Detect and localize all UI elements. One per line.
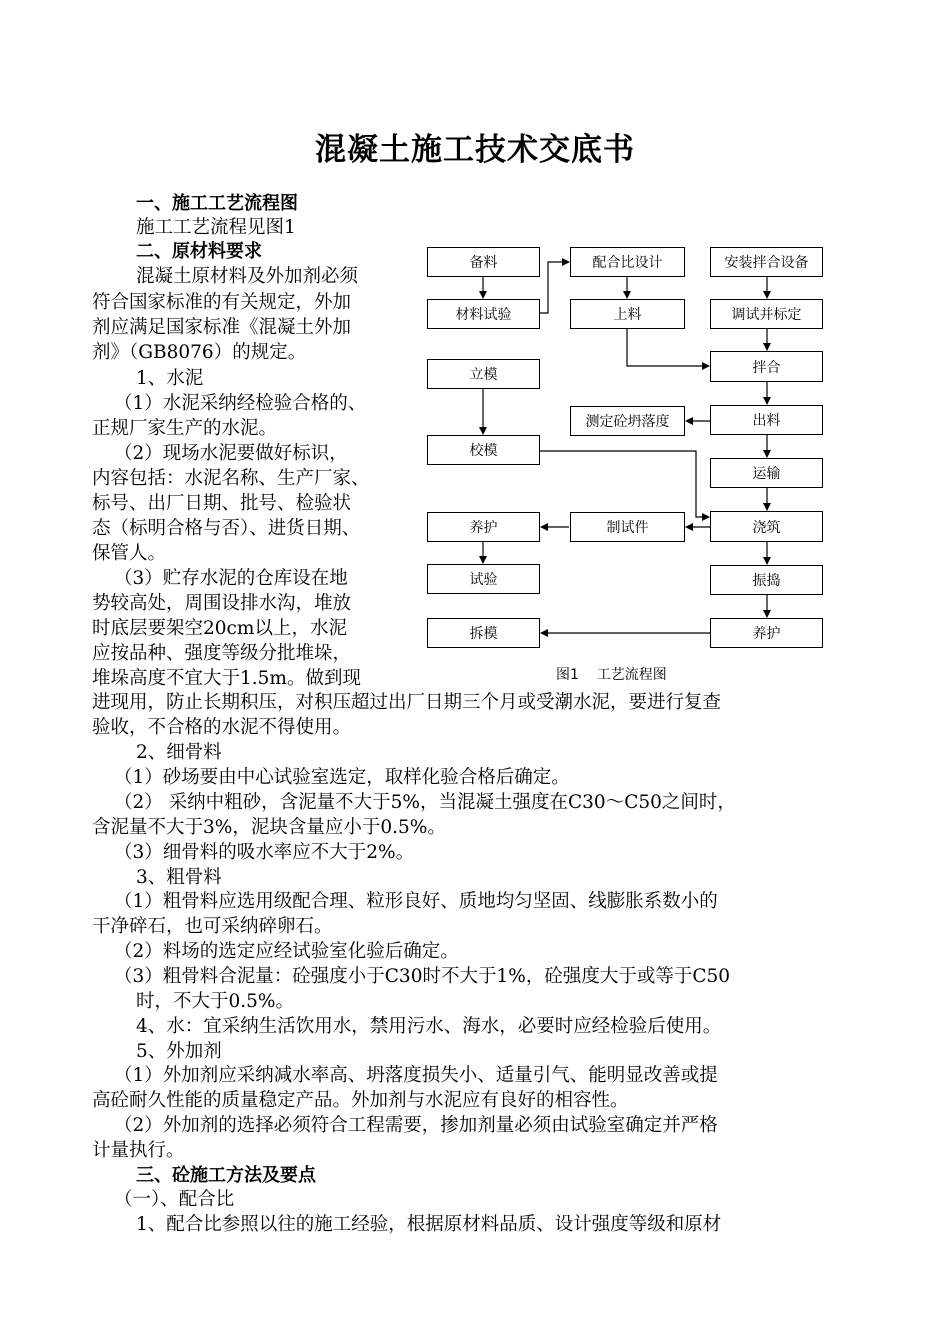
text-line: 高砼耐久性能的质量稳定产品。外加剂与水泥应有良好的相容性。 bbox=[92, 1090, 629, 1111]
flow-box-cailiao: 材料试验 bbox=[427, 299, 540, 329]
text-line: 施工工艺流程见图1 bbox=[136, 217, 296, 238]
text-line: （2）料场的选定应经试验室化验后确定。 bbox=[114, 941, 459, 962]
flow-box-jiaozhu: 浇筑 bbox=[710, 511, 823, 542]
text-line: 应按品种、强度等级分批堆垛， bbox=[92, 643, 352, 664]
text-line: 标号、出厂日期、批号、检验状 bbox=[92, 493, 352, 514]
text-line: 符合国家标准的有关规定，外加 bbox=[92, 292, 352, 313]
text-line: （3）贮存水泥的仓库设在地 bbox=[114, 568, 348, 589]
flow-box-shiyan: 试验 bbox=[427, 564, 540, 594]
text-line: 时底层要架空20cm以上，水泥 bbox=[92, 618, 347, 639]
section-heading-2: 二、原材料要求 bbox=[136, 241, 262, 262]
text-line: 计量执行。 bbox=[92, 1140, 185, 1161]
text-line: 干净碎石，也可采纳碎卵石。 bbox=[92, 916, 333, 937]
flow-box-limo: 立模 bbox=[427, 359, 540, 389]
text-line: 验收，不合格的水泥不得使用。 bbox=[92, 717, 352, 738]
text-line: （1）外加剂应采纳减水率高、坍落度损失小、适量引气、能明显改善或提 bbox=[114, 1065, 718, 1086]
text-line: 剂应满足国家标准《混凝土外加 bbox=[92, 317, 352, 338]
subheading: 3、粗骨料 bbox=[136, 867, 222, 888]
flow-box-yanghu-1: 养护 bbox=[427, 512, 540, 542]
flow-box-chuliao: 出料 bbox=[710, 405, 823, 435]
flow-box-cedingtan: 测定砼坍落度 bbox=[570, 406, 685, 436]
flow-box-chaimo: 拆模 bbox=[427, 618, 540, 648]
subheading: 1、水泥 bbox=[136, 368, 204, 389]
flow-box-anzhuang: 安装拌合设备 bbox=[710, 247, 823, 277]
flow-box-yanghu-2: 养护 bbox=[710, 618, 823, 648]
flow-box-beiliao: 备料 bbox=[427, 247, 540, 277]
page-title: 混凝土施工技术交底书 bbox=[315, 132, 635, 168]
text-line: 态（标明合格与否）、进货日期、 bbox=[92, 518, 361, 539]
flow-box-peihebi: 配合比设计 bbox=[570, 247, 685, 277]
text-line: 含泥量不大于3%，泥块含量应小于0.5%。 bbox=[92, 817, 446, 838]
section-heading-1: 一、施工工艺流程图 bbox=[136, 193, 298, 214]
text-line: 时，不大于0.5%。 bbox=[136, 991, 295, 1012]
text-line: 1、配合比参照以往的施工经验，根据原材料品质、设计强度等级和原材 bbox=[136, 1214, 722, 1235]
flow-box-zhishijian: 制试件 bbox=[570, 512, 685, 542]
subheading: 2、细骨料 bbox=[136, 742, 222, 763]
flow-box-tiaoshi: 调试并标定 bbox=[710, 299, 823, 329]
text-line: （3）细骨料的吸水率应不大于2%。 bbox=[114, 842, 415, 863]
text-line: （2）外加剂的选择必须符合工程需要，掺加剂量必须由试验室确定并严格 bbox=[114, 1115, 718, 1136]
text-line: 混凝土原材料及外加剂必须 bbox=[136, 266, 359, 287]
figure-caption: 图1 工艺流程图 bbox=[556, 667, 667, 683]
text-line: 进现用，防止长期积压，对积压超过出厂日期三个月或受潮水泥，要进行复查 bbox=[92, 692, 722, 713]
text-line: （2） 采纳中粗砂，含泥量不大于5%，当混凝土强度在C30～C50之间时， bbox=[114, 792, 736, 813]
subheading: 5、外加剂 bbox=[136, 1041, 222, 1062]
text-line: 剂》（GB8076）的规定。 bbox=[92, 342, 307, 363]
text-line: （一）、配合比 bbox=[114, 1189, 235, 1210]
text-line: （1）水泥采纳经检验合格的、 bbox=[114, 393, 367, 414]
text-line: 势较高处，周围设排水沟，堆放 bbox=[92, 593, 352, 614]
text-line: （1）粗骨料应选用级配合理、粒形良好、质地均匀坚固、线膨胀系数小的 bbox=[114, 891, 718, 912]
text-line: 4、水：宜采纳生活饮用水，禁用污水、海水，必要时应经检验后使用。 bbox=[136, 1016, 722, 1037]
text-line: （1）砂场要由中心试验室选定，取样化验合格后确定。 bbox=[114, 767, 570, 788]
text-line: 堆垛高度不宜大于1.5m。做到现 bbox=[92, 668, 361, 689]
text-line: （3）粗骨料合泥量：砼强度小于C30时不大于1%，砼强度大于或等于C50 bbox=[114, 966, 731, 987]
section-heading-3: 三、砼施工方法及要点 bbox=[136, 1165, 316, 1186]
text-line: 内容包括：水泥名称、生产厂家、 bbox=[92, 468, 370, 489]
flow-box-jiaomo: 校模 bbox=[427, 435, 540, 465]
flow-box-yunshu: 运输 bbox=[710, 458, 823, 488]
flow-box-shangliao: 上料 bbox=[570, 299, 685, 329]
flow-box-banhe: 拌合 bbox=[710, 351, 823, 382]
text-line: 保管人。 bbox=[92, 543, 167, 564]
text-line: （2）现场水泥要做好标识， bbox=[114, 443, 348, 464]
text-line: 正规厂家生产的水泥。 bbox=[92, 418, 278, 439]
flow-box-zhendao: 振捣 bbox=[710, 565, 823, 595]
